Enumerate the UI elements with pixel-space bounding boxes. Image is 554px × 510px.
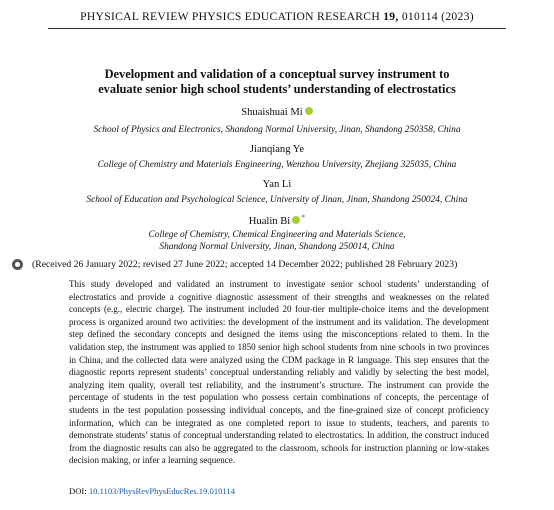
header-rule [48, 28, 506, 29]
affiliation-line: School of Physics and Electronics, Shandong Normal University, Jinan, Shandong 250358, China [93, 125, 461, 135]
doi-label: DOI: [69, 486, 87, 496]
affiliation-1 [0, 124, 554, 136]
corresponding-author-mark[interactable]: * [301, 213, 306, 222]
author-3 [0, 179, 554, 190]
author-1 [0, 107, 554, 118]
affiliation-line: College of Chemistry and Materials Engineering, Wenzhou University, Zhejiang 325035, China [97, 160, 457, 170]
paper-title [40, 67, 514, 97]
orcid-icon[interactable] [305, 107, 313, 115]
affiliation-line: College of Chemistry, Chemical Engineering and Materials Science, [148, 230, 406, 240]
title-line-1: Development and validation of a conceptual survey instrument to [104, 67, 450, 81]
affiliation-line: Shandong Normal University, Jinan, Shandong 250014, China [159, 242, 395, 252]
author-name[interactable]: Yan Li [262, 179, 292, 190]
author-name[interactable]: Hualin Bi [248, 216, 291, 227]
doi-line [69, 486, 235, 496]
received-dates: (Received 26 January 2022; revised 27 June 2022; accepted 14 December 2022; published 28 February 2023) [32, 259, 458, 270]
creative-commons-icon[interactable] [12, 259, 23, 270]
author-4 [0, 213, 554, 227]
affiliation-3 [0, 194, 554, 206]
affiliation-line: School of Education and Psychological Science, University of Jinan, Jinan, Shandong 250024, China [86, 195, 468, 205]
title-line-2: evaluate senior high school students’ understanding of electrostatics [98, 82, 456, 96]
journal-volume: 19, [383, 10, 399, 23]
author-name[interactable]: Jianqiang Ye [249, 144, 305, 155]
author-2 [0, 144, 554, 155]
journal-name: PHYSICAL REVIEW PHYSICS EDUCATION RESEARCH [80, 10, 380, 23]
orcid-icon[interactable] [292, 216, 300, 224]
article-number-year: 010114 (2023) [401, 10, 474, 23]
affiliation-2 [0, 159, 554, 171]
author-name[interactable]: Shuaishuai Mi [241, 107, 303, 118]
abstract: This study developed and validated an instrument to investigate senior school students’ understanding of electrostatics and provide a cognitive diagnostic assessment of their strengths and weaknesses on the related concepts (e.g., electric charge). The instrument included 20 four-tier multiple-choice items and the development process is organized around two activities: the development of the instrument and its validation. The development step defined the secondary concepts and designed the items using the misconceptions related to them. In the validation step, the instrument was applied to 1850 senior high school students from nine schools in two provinces in China, and the collected data were analyzed using the CDM package in R language. This step ensures that the diagnostic reports represent students’ conceptual understanding reliably and validly by selecting the best model, analyzing item quality, overall test reliability, and the instrument’s structure. The instrument can provide the percentage of students in the test population who possess certain combinations of concepts, the percentage of students in the test population possessing individual concepts, and the fine-grained size of concept proficiency information, which can be integrated as one completed report to issue to students, teachers, and parents to demonstrate students’ status of conceptual understanding related to electrostatics. In addition, the construct induced from the diagnostic results can also be aggregated to the classroom, schools for instruction planning or low-stakes decision making, or infer a learning sequence. [69, 279, 489, 466]
doi-link[interactable]: 10.1103/PhysRevPhysEducRes.19.010114 [88, 486, 236, 496]
journal-header [0, 10, 554, 23]
affiliation-4 [0, 229, 554, 253]
publication-history [12, 259, 542, 270]
